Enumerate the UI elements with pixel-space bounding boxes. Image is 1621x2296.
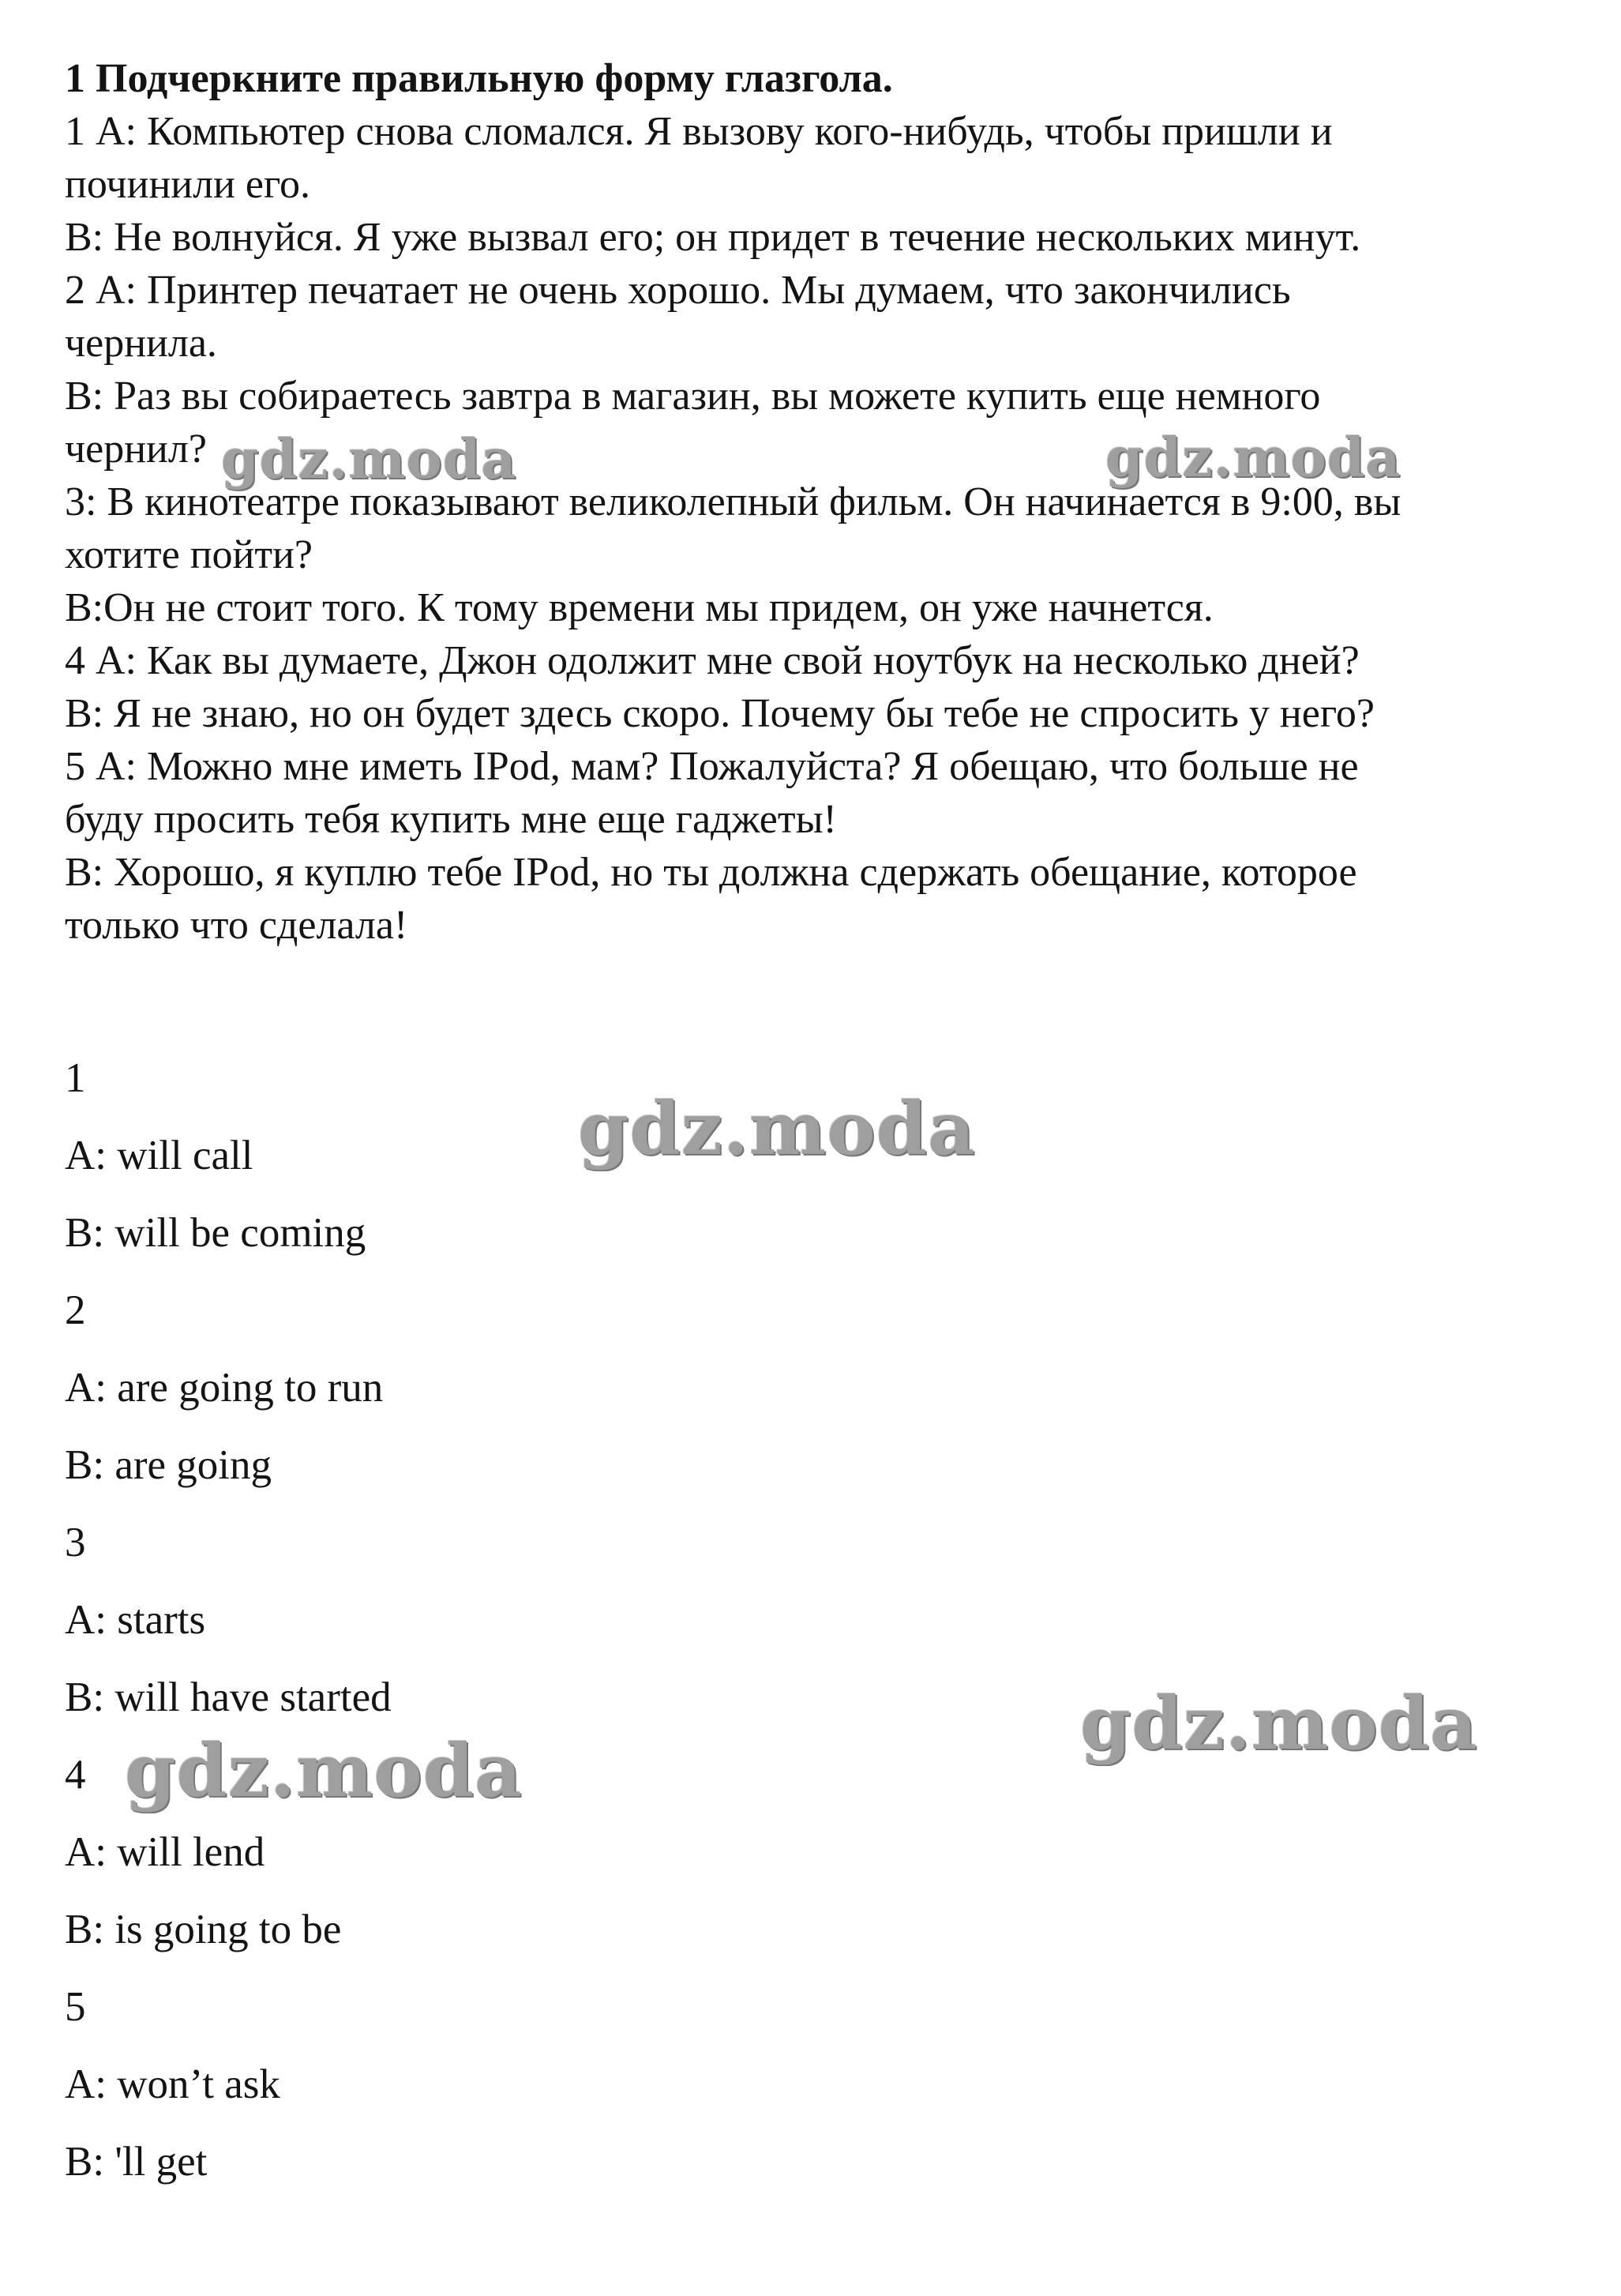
task-line: только что сделала!: [65, 903, 408, 948]
answer-line: B: are going: [65, 1442, 272, 1488]
answer-line: A: are going to run: [65, 1365, 384, 1411]
watermark-logo: gdz.moda: [1080, 1681, 1478, 1766]
task-line: буду просить тебя купить мне еще гаджеты!: [65, 797, 837, 842]
task-line: В:Он не стоит того. К тому времени мы придем, он уже начнется.: [65, 585, 1214, 630]
task-line: чернил?: [65, 427, 207, 472]
task-line: 3: В кинотеатре показывают великолепный фильм. Он начинается в 9:00, вы: [65, 479, 1401, 524]
task-line: 1 А: Компьютер снова сломался. Я вызову кого-нибудь, чтобы пришли и: [65, 109, 1333, 154]
watermark-logo: gdz.moda: [578, 1086, 976, 1171]
answer-line: A: will lend: [65, 1829, 265, 1875]
answer-line: B: will be coming: [65, 1210, 366, 1256]
watermark-logo: gdz.moda: [125, 1728, 523, 1813]
answer-number: 2: [65, 1287, 86, 1333]
task-block: [65, 52, 1581, 952]
answer-number: 1: [65, 1055, 86, 1101]
task-line: починили его.: [65, 162, 311, 207]
watermark-logo: gdz.moda: [221, 428, 517, 491]
task-line: 4 А: Как вы думаете, Джон одолжит мне свой ноутбук на несколько дней?: [65, 638, 1360, 683]
task-line: В: Раз вы собираетесь завтра в магазин, вы можете купить еще немного: [65, 374, 1321, 419]
task-title: 1 Подчеркните правильную форму глазгола.: [65, 56, 893, 101]
task-line: чернила.: [65, 321, 217, 366]
answer-line: B: is going to be: [65, 1907, 342, 1952]
task-line: 2 А: Принтер печатает не очень хорошо. Мы думаем, что закончились: [65, 268, 1291, 313]
answer-line: B: 'll get: [65, 2139, 208, 2185]
answer-line: A: won’t ask: [65, 2061, 280, 2107]
answer-line: A: will call: [65, 1133, 253, 1178]
task-line: 5 А: Можно мне иметь IPod, мам? Пожалуйста? Я обещаю, что больше не: [65, 744, 1359, 789]
task-line: В: Не волнуйся. Я уже вызвал его; он придет в течение нескольких минут.: [65, 215, 1361, 260]
answer-number: 3: [65, 1520, 86, 1565]
task-line: В: Хорошо, я куплю тебе IPod, но ты должна сдержать обещание, которое: [65, 850, 1357, 895]
answer-number: 5: [65, 1984, 86, 2030]
task-line: хотите пойти?: [65, 532, 313, 577]
answer-line: B: will have started: [65, 1674, 392, 1720]
watermark-logo: gdz.moda: [1105, 427, 1401, 490]
answer-number: 4: [65, 1752, 86, 1798]
answer-line: A: starts: [65, 1597, 206, 1643]
task-line: В: Я не знаю, но он будет здесь скоро. Почему бы тебе не спросить у него?: [65, 691, 1375, 736]
